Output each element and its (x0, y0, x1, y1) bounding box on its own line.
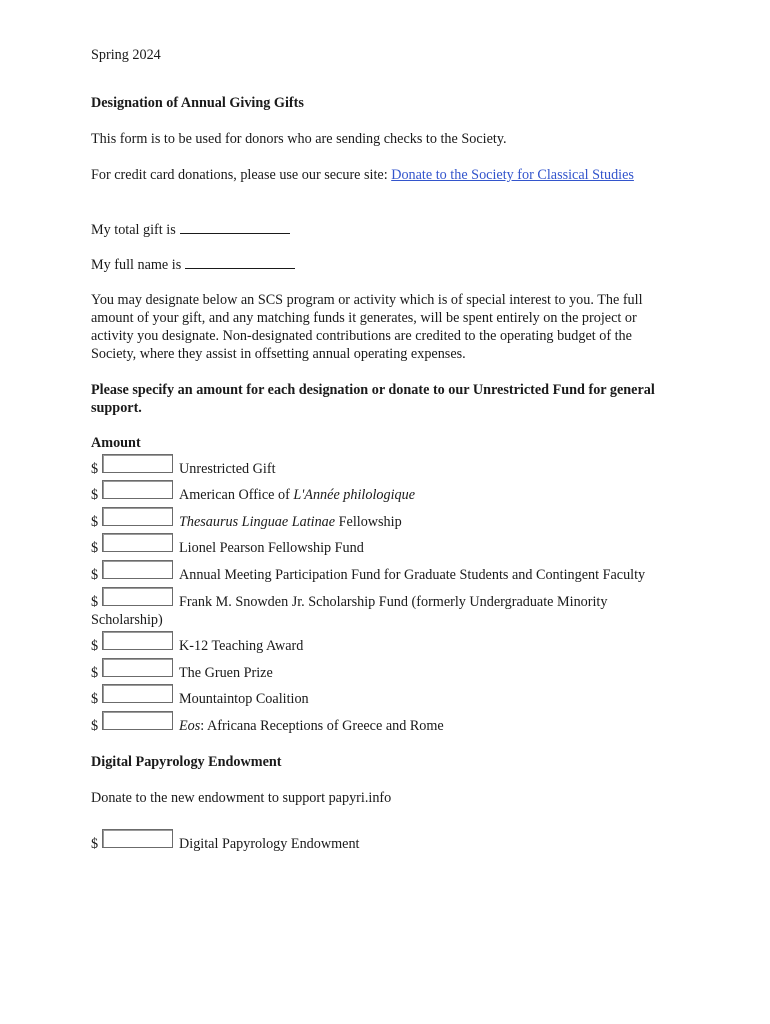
fund-row-gruen (91, 658, 691, 680)
amount-input-eos[interactable] (102, 711, 173, 730)
fund-row-pearson (91, 533, 691, 555)
fund-label-italic: Eos (179, 718, 201, 734)
currency-symbol: $ (91, 540, 99, 556)
amount-input-mountaintop[interactable] (102, 684, 173, 703)
fund-label: Annual Meeting Participation Fund for Graduate Students and Contingent Faculty (179, 567, 646, 583)
fund-label-text: Fellowship (335, 514, 402, 530)
fund-label-italic: Thesaurus Linguae Latinae (179, 514, 336, 530)
amount-input-papyrology[interactable] (102, 829, 173, 848)
amount-heading: Amount (91, 435, 141, 451)
instruction-paragraph: Please specify an amount for each designation or donate to our Unrestricted Fund for general support. (91, 382, 655, 416)
amount-input-pearson[interactable] (102, 533, 173, 552)
papyrology-text: Donate to the new endowment to support papyri.info (91, 790, 392, 806)
intro-credit-card-text: For credit card donations, please use our secure site: (91, 167, 392, 183)
form-title: Designation of Annual Giving Gifts (91, 95, 304, 111)
fund-label-text: American Office of (179, 487, 294, 503)
total-gift-field[interactable] (180, 221, 290, 234)
currency-symbol: $ (91, 487, 99, 503)
fund-row-unrestricted (91, 454, 691, 476)
currency-symbol: $ (91, 691, 99, 707)
amount-input-unrestricted[interactable] (102, 454, 173, 473)
season-label: Spring 2024 (91, 47, 161, 63)
amount-input-gruen[interactable] (102, 658, 173, 677)
fund-label: Digital Papyrology Endowment (179, 836, 360, 852)
full-name-line (91, 256, 295, 274)
fund-label: Frank M. Snowden Jr. Scholarship Fund (formerly Undergraduate Minority (179, 594, 608, 610)
fund-label-text: : Africana Receptions of Greece and Rome (200, 718, 444, 734)
fund-label: The Gruen Prize (179, 665, 273, 681)
fund-label: Unrestricted Gift (179, 461, 276, 477)
amount-input-annee-philologique[interactable] (102, 480, 173, 499)
full-name-field[interactable] (185, 256, 295, 269)
fund-label: K-12 Teaching Award (179, 638, 304, 654)
currency-symbol: $ (91, 514, 99, 530)
total-gift-label: My total gift is (91, 222, 176, 238)
fund-row-mountaintop (91, 684, 691, 706)
fund-label-continued: Scholarship) (91, 612, 163, 628)
currency-symbol: $ (91, 718, 99, 734)
intro-credit-card (91, 167, 634, 184)
currency-symbol: $ (91, 567, 99, 583)
donate-link[interactable]: Donate to the Society for Classical Studies (391, 167, 634, 183)
fund-row-tll (91, 507, 691, 529)
fund-row-papyrology (91, 829, 691, 851)
papyrology-heading: Digital Papyrology Endowment (91, 754, 282, 770)
fund-label (179, 514, 402, 531)
fund-label: Lionel Pearson Fellowship Fund (179, 540, 364, 556)
currency-symbol: $ (91, 461, 99, 477)
fund-row-snowden (91, 587, 691, 627)
amount-input-annual-meeting[interactable] (102, 560, 173, 579)
fund-label (179, 487, 415, 504)
full-name-label: My full name is (91, 257, 182, 273)
total-gift-line (91, 221, 290, 239)
description-paragraph: You may designate below an SCS program or activity which is of special interest to you. The full amount of your gift, and any matching funds it generates, will be spent entirely on the project or activity you designate. Non-designated contributions are credited to the operating budget of the Society, where they assist in offsetting annual operating expenses. (91, 292, 643, 362)
fund-label (179, 718, 444, 735)
fund-label: Mountaintop Coalition (179, 691, 309, 707)
currency-symbol: $ (91, 836, 99, 852)
fund-label-italic: L'Année philologique (293, 487, 416, 503)
amount-input-snowden[interactable] (102, 587, 173, 606)
fund-row-eos (91, 711, 691, 733)
amount-input-k12[interactable] (102, 631, 173, 650)
fund-row-k12 (91, 631, 691, 653)
currency-symbol: $ (91, 638, 99, 654)
currency-symbol: $ (91, 665, 99, 681)
currency-symbol: $ (91, 594, 99, 610)
intro-checks: This form is to be used for donors who are sending checks to the Society. (91, 131, 507, 147)
amount-input-tll[interactable] (102, 507, 173, 526)
fund-row-annee-philologique (91, 480, 691, 502)
fund-row-annual-meeting (91, 560, 691, 582)
